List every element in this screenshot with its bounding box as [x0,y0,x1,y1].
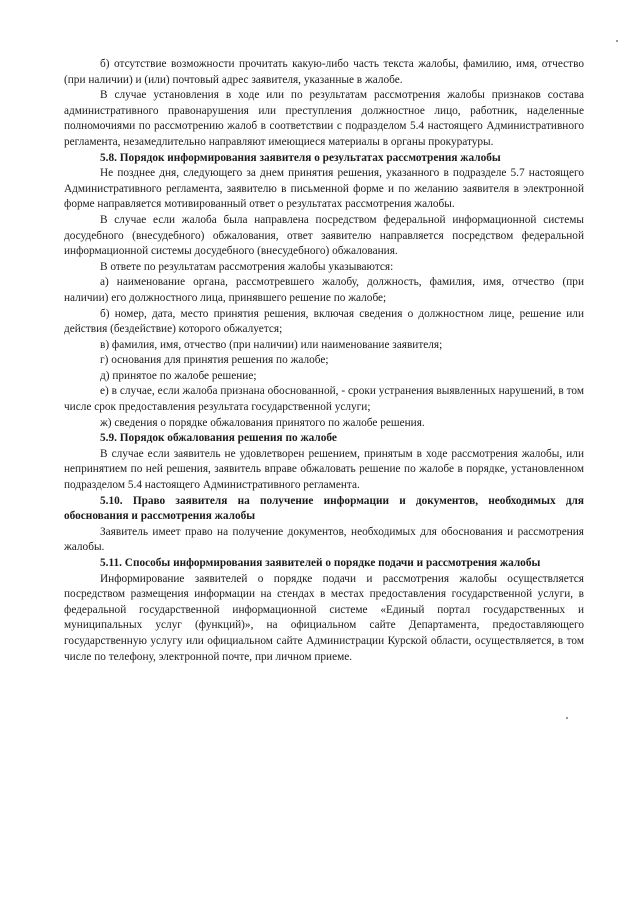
paragraph-response-deadline: Не позднее дня, следующего за днем принятия решения, указанного в подразделе 5.7 настоящего Административного регламента, заявителю в письменной форме и по желанию заявителя в электронной форме направляется мотивированный ответ о результатах рассмотрения жалобы. [64,167,584,211]
paragraph-federal-system-response: В случае если жалоба была направлена посредством федеральной информационной системы досудебного (внесудебного) обжалования, ответ заявителю направляется посредством федеральной информационной системы досудебного (внесудебного) обжалования. [64,213,584,258]
section-heading-5-8: 5.8. Порядок информирования заявителя о результатах рассмотрения жалобы [100,151,501,164]
paragraph-response-contents-intro: В ответе по результатам рассмотрения жалобы указываются: [100,260,394,273]
paragraph-appeal-procedure: В случае если заявитель не удовлетворен решением, принятым в ходе рассмотрения жалобы, или непринятием по ней решения, заявитель вправе обжаловать решение по жалобе в порядке, установленном подразделом 5.4 настоящего Административного регламента. [64,447,584,492]
document-body [64,57,584,665]
list-item-b: б) номер, дата, место принятия решения, включая сведения о должностном лице, решение или действия (бездействие) которого обжалуется; [64,307,584,336]
list-item-a: а) наименование органа, рассмотревшего жалобу, должность, фамилия, имя, отчество (при наличии) его должностного лица, принявшего решение по жалобе; [64,276,584,304]
scan-speck [566,717,568,719]
section-heading-5-9: 5.9. Порядок обжалования решения по жалобе [100,432,337,445]
section-heading-5-11: 5.11. Способы информирования заявителей о порядке подачи и рассмотрения жалобы [100,557,541,569]
list-item-g: г) основания для принятия решения по жалобе; [100,354,329,367]
list-item-zh: ж) сведения о порядке обжалования принятого по жалобе решения. [100,416,425,429]
paragraph-information-methods: Информирование заявителей о порядке подачи и рассмотрения жалобы осуществляется посредством размещения информации на стендах в местах предоставления государственной услуги, в федеральной государственной информационной системе «Единый портал государственных и муниципальных услуг (функций)», на официальном сайте Департамента, предоставляющего государственную услугу или официальном сайте Администрации Курской области, осуществляется, в том числе по телефону, электронной почте, при личном приеме. [64,572,584,663]
list-item-d: д) принятое по жалобе решение; [100,369,257,382]
list-item-e: е) в случае, если жалоба признана обоснованной, - сроки устранения выявленных нарушений, в том числе срок предоставления результата государственной услуги; [64,385,584,414]
list-item-v: в) фамилия, имя, отчество (при наличии) или наименование заявителя; [100,338,443,351]
paragraph-complaint-unreadable: б) отсутствие возможности прочитать какую-либо часть текста жалобы, фамилию, имя, отчество (при наличии) и (или) почтовый адрес заявителя, указанные в жалобе. [64,58,584,86]
scan-speck [616,40,618,42]
section-heading-5-10: 5.10. Право заявителя на получение информации и документов, необходимых для обоснования и рассмотрения жалобы [64,494,584,523]
paragraph-prosecution-referral: В случае установления в ходе или по результатам рассмотрения жалобы признаков состава административного правонарушения или преступления должностное лицо, работник, наделенные полномочиями по рассмотрению жалоб в соответствии с подразделом 5.4 настоящего Административного регламента, незамедлительно направляют имеющиеся материалы в органы прокуратуры. [64,89,584,148]
paragraph-right-to-documents: Заявитель имеет право на получение документов, необходимых для обоснования и рассмотрения жалобы. [64,525,584,554]
